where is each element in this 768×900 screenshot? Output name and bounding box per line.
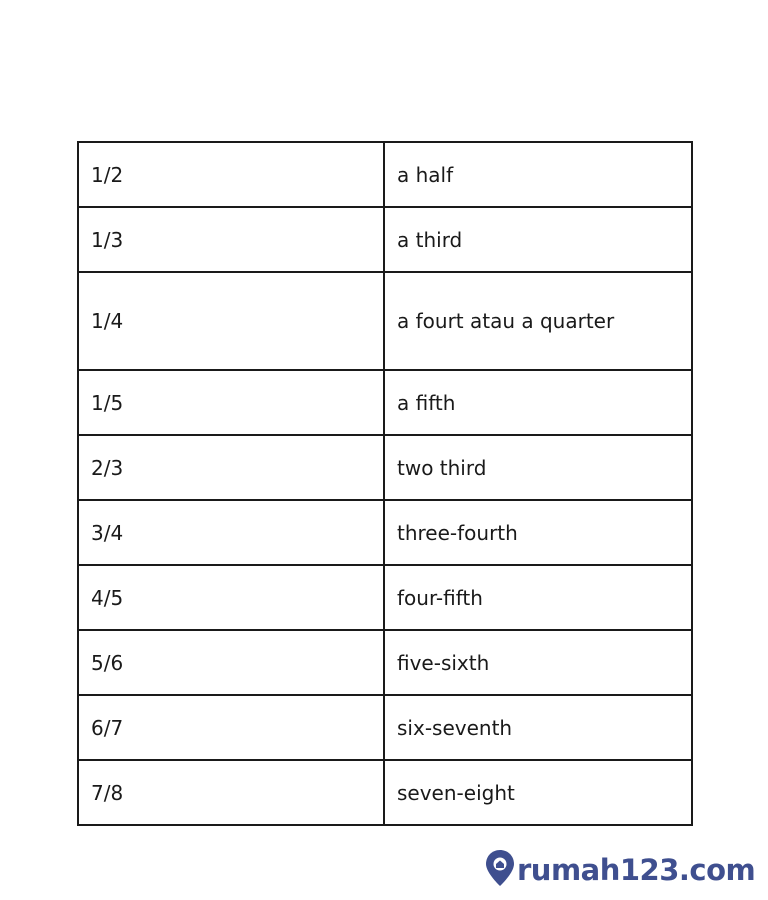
table-row [78,760,692,825]
fraction-word-cell: two third [384,435,692,500]
fraction-word-cell: five-sixth [384,630,692,695]
fraction-cell: 4/5 [78,565,384,630]
fraction-cell: 7/8 [78,760,384,825]
fraction-cell: 2/3 [78,435,384,500]
fraction-word-cell: a fifth [384,370,692,435]
fraction-cell: 6/7 [78,695,384,760]
fraction-word-cell: six-seventh [384,695,692,760]
fraction-word-cell: a half [384,142,692,207]
fraction-cell: 1/2 [78,142,384,207]
brand-name: rumah123.com [517,853,756,887]
fraction-word-cell: three-fourth [384,500,692,565]
fractions-table [77,141,693,826]
fraction-cell: 1/3 [78,207,384,272]
table-row [78,630,692,695]
fraction-word-cell: a third [384,207,692,272]
fraction-cell: 1/4 [78,272,384,370]
table-row [78,500,692,565]
table-row [78,565,692,630]
fraction-cell: 3/4 [78,500,384,565]
table-row [78,207,692,272]
table-row [78,272,692,370]
fraction-word-cell: a fourt atau a quarter [384,272,692,370]
fraction-word-cell: seven-eight [384,760,692,825]
table-row [78,142,692,207]
table-row [78,370,692,435]
fraction-cell: 5/6 [78,630,384,695]
table-row [78,435,692,500]
brand-logo [485,850,755,890]
map-pin-icon [485,849,517,891]
fraction-cell: 1/5 [78,370,384,435]
fraction-word-cell: four-fifth [384,565,692,630]
table-row [78,695,692,760]
